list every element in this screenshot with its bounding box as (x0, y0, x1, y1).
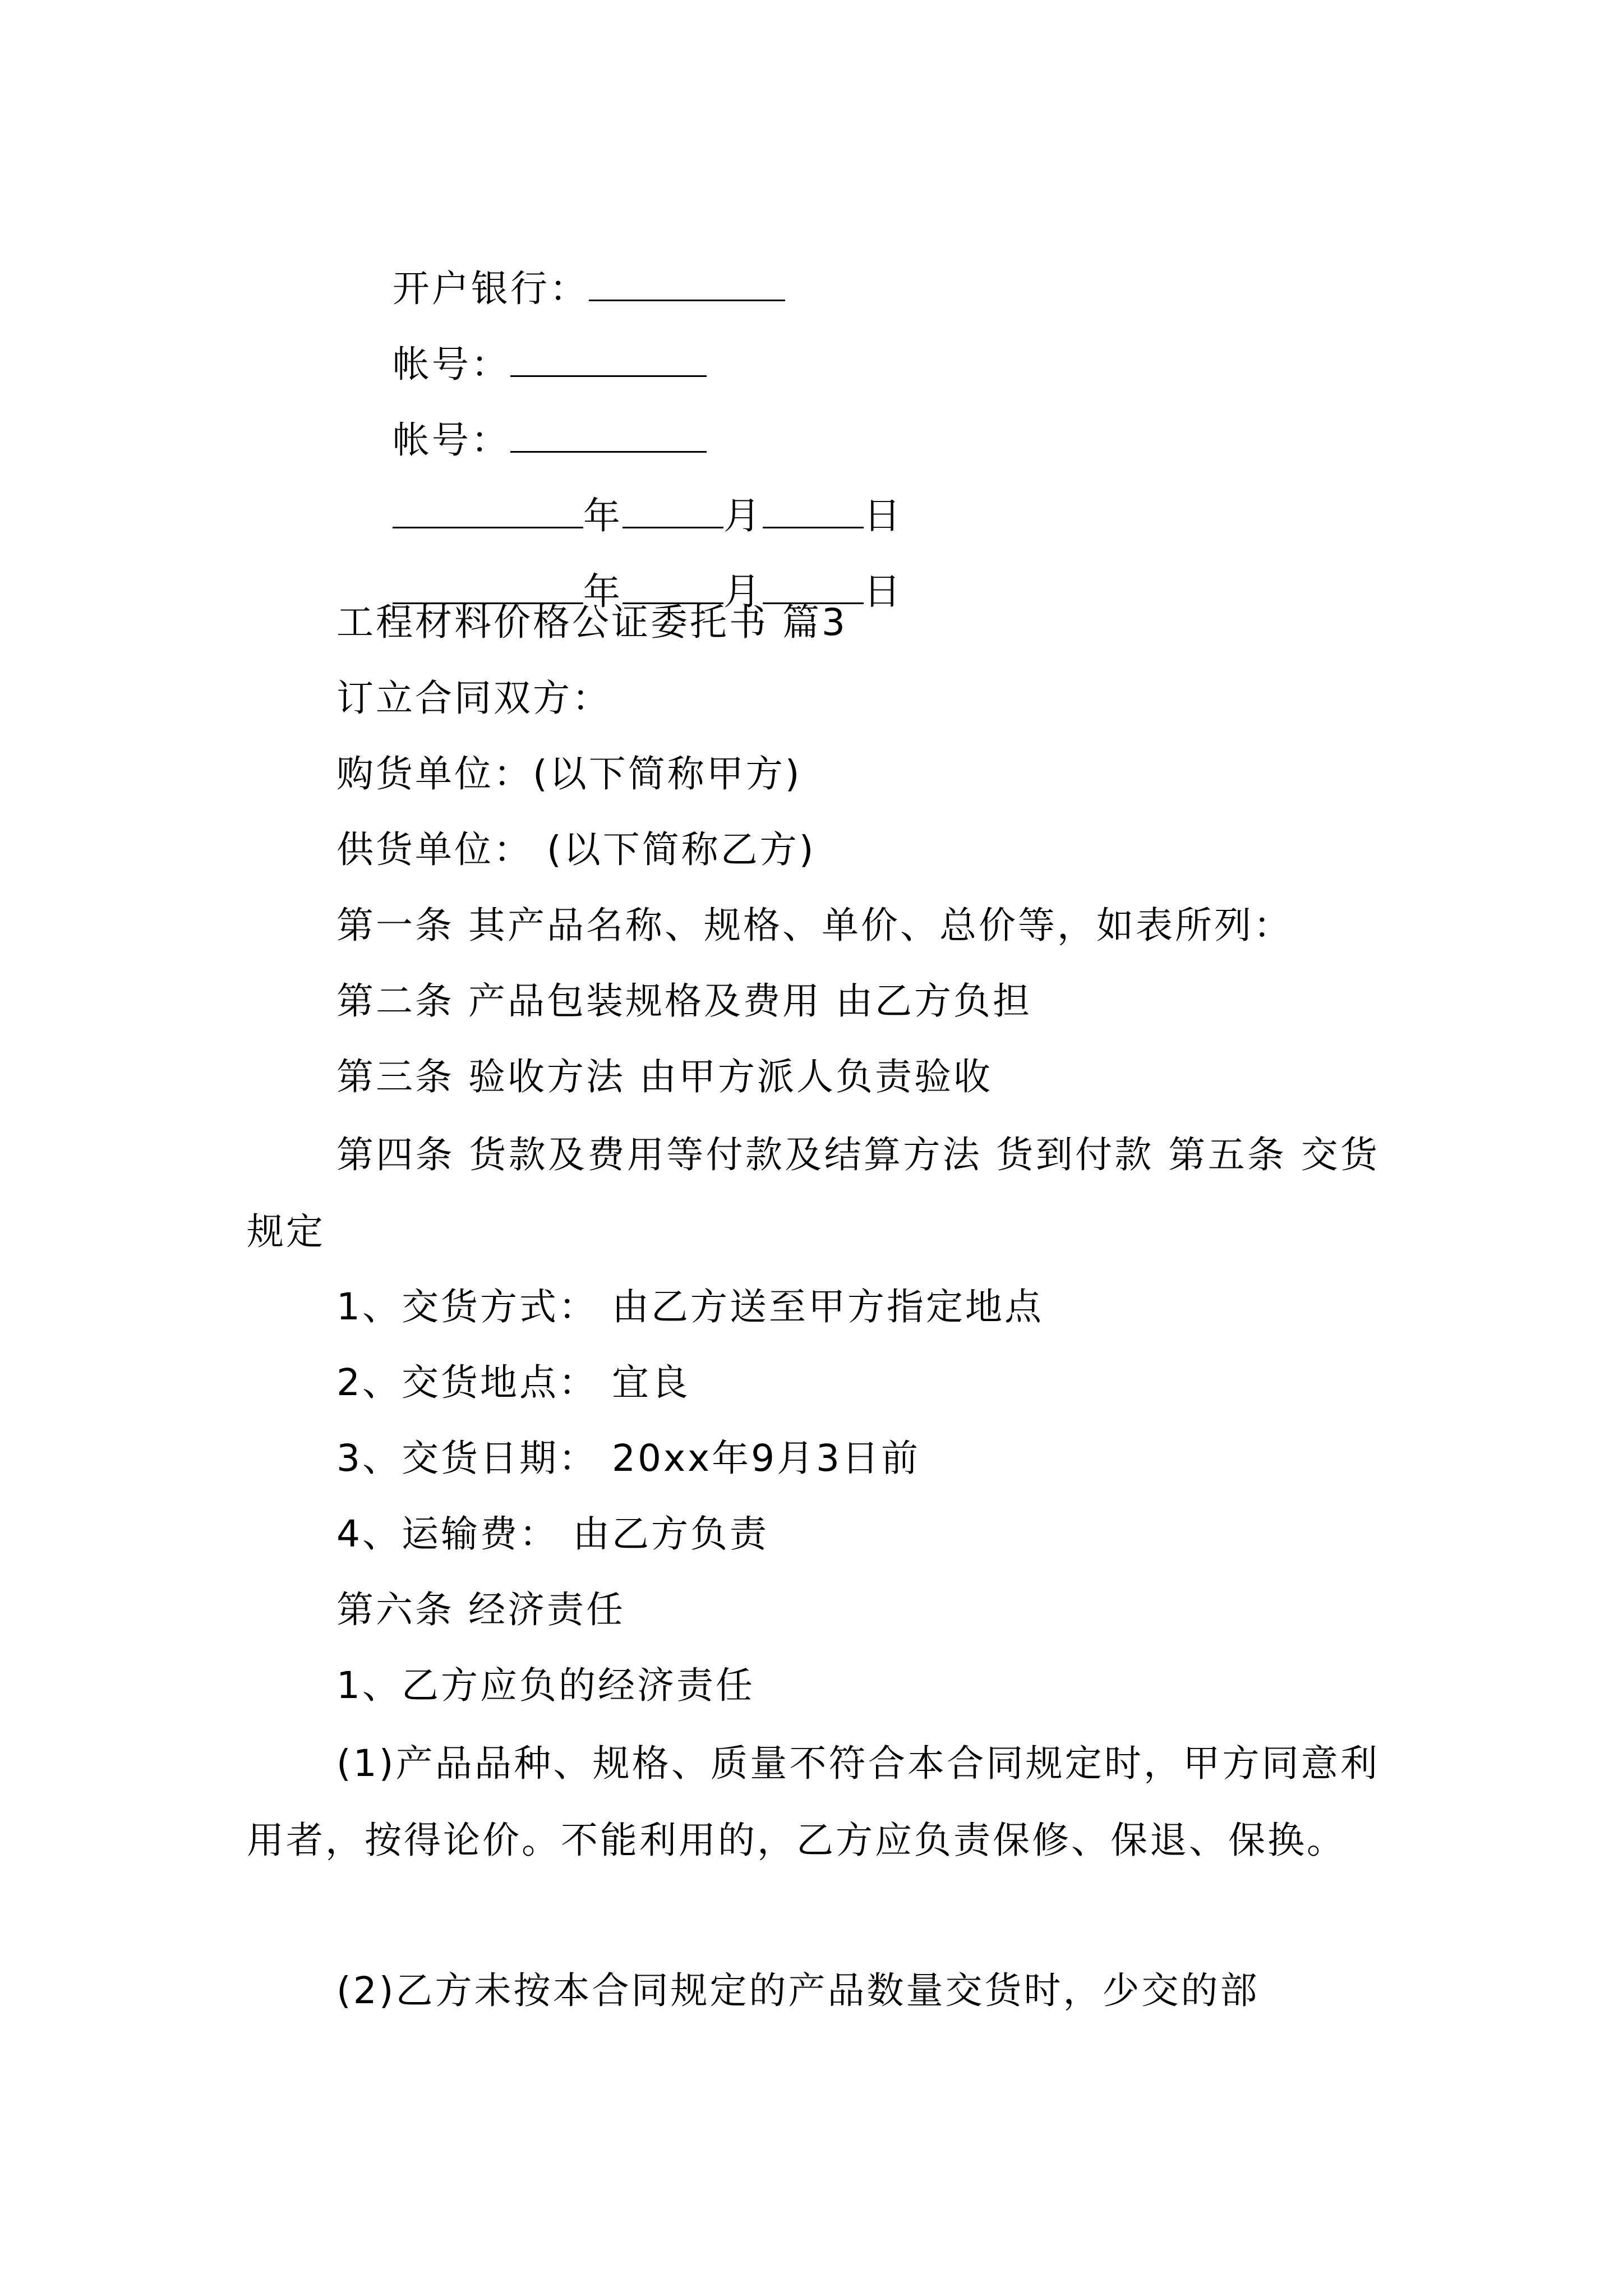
day-blank-2 (763, 571, 864, 604)
year-label-2: 年 (583, 570, 623, 613)
section-title: 工程材料价格公证委托书 篇3 (336, 601, 847, 644)
month-blank-2 (623, 571, 723, 604)
delivery-date: 3、交货日期： 20xx年9月3日前 (336, 1437, 921, 1480)
article-6: 第六条 经济责任 (336, 1588, 625, 1631)
article-3: 第三条 验收方法 由甲方派人负责验收 (336, 1055, 993, 1098)
account-label-1: 帐号： (392, 343, 510, 386)
responsibility-1a-paragraph: (1)产品品种、规格、质量不符合本合同规定时，甲方同意利用者，按得论价。不能利用的，乙方应负责保修、保退、保换。 (247, 1742, 1380, 1862)
year-blank-1 (393, 495, 583, 528)
buyer-line: 购货单位：(以下简称甲方) (336, 752, 802, 795)
year-blank-2 (393, 571, 583, 604)
month-label-2: 月 (723, 570, 763, 613)
day-label-1: 日 (863, 494, 903, 537)
account-blank-1 (510, 344, 707, 377)
parties-heading: 订立合同双方： (336, 677, 611, 720)
article-1: 第一条 其产品名称、规格、单价、总价等，如表所列： (336, 904, 1293, 947)
account-label-2: 帐号： (392, 418, 510, 462)
article-2: 第二条 产品包装规格及费用 由乙方负担 (336, 979, 1032, 1023)
day-label-2: 日 (863, 570, 903, 613)
year-label-1: 年 (583, 494, 623, 537)
transport-fee: 4、运输费： 由乙方负责 (336, 1512, 769, 1556)
month-blank-1 (623, 495, 723, 528)
supplier-line: 供货单位： (以下简称乙方) (336, 828, 816, 871)
responsibility-1: 1、乙方应负的经济责任 (336, 1664, 755, 1707)
delivery-method: 1、交货方式： 由乙方送至甲方指定地点 (336, 1285, 1044, 1328)
bank-blank (589, 268, 785, 301)
month-label-1: 月 (723, 494, 763, 537)
day-blank-1 (763, 495, 864, 528)
account-blank-2 (510, 420, 707, 453)
article-4-paragraph: 第四条 货款及费用等付款及结算方法 货到付款 第五条 交货规定 (247, 1133, 1380, 1253)
delivery-place: 2、交货地点： 宜良 (336, 1361, 690, 1404)
bank-label: 开户银行： (392, 267, 589, 310)
responsibility-1b-paragraph: (2)乙方未按本合同规定的产品数量交货时，少交的部 (336, 1969, 1260, 2012)
